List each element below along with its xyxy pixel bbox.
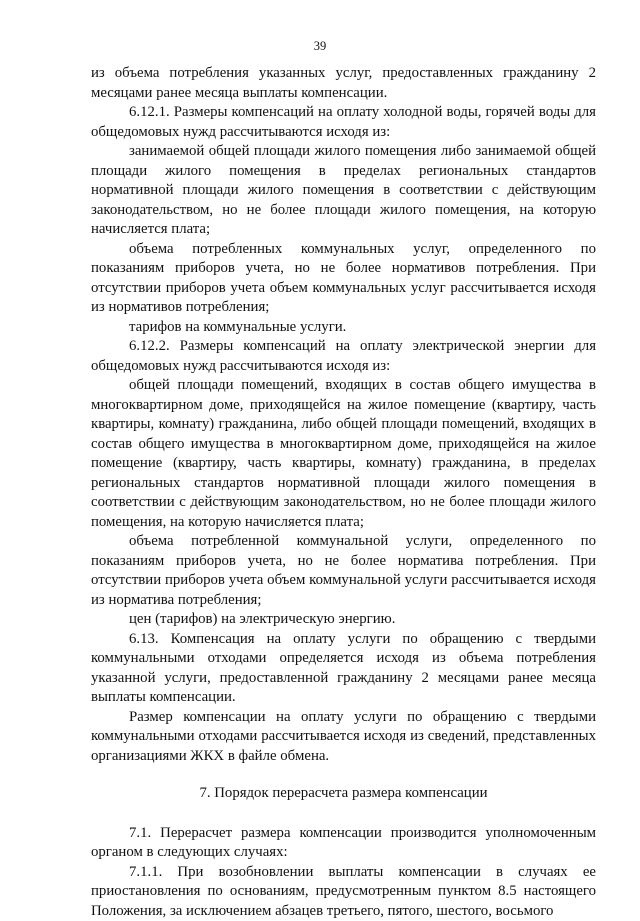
paragraph-electric-consumption: объема потребленной коммунальной услуги, определенного по показаниям приборов учета, но не более норматива потребления. При отсутствии приборов учета объем коммунальной услуги рассчитывается исходя из норматива потребления; (91, 532, 596, 610)
paragraph-continuation: из объема потребления указанных услуг, предоставленных гражданину 2 месяцами ранее месяца выплаты компенсации. (91, 64, 596, 103)
paragraph-6-12-2: 6.12.2. Размеры компенсаций на оплату электрической энергии для общедомовых нужд рассчитываются исходя из: (91, 337, 596, 376)
paragraph-tariffs: тарифов на коммунальные услуги. (91, 318, 596, 338)
page-number: 39 (0, 38, 640, 54)
section-heading: 7. Порядок перерасчета размера компенсации (91, 784, 596, 804)
paragraph-common-area: общей площади помещений, входящих в состав общего имущества в многоквартирном доме, приходящейся на жилое помещение (квартиру, часть квартиры, комнату) гражданина, либо общей площади помещений, входящих в состав общего имущества в многоквартирном доме, приходящейся на жилое помещение (квартиру, часть квартиры, комнату) гражданина, в пределах региональных стандартов нормативной площади жилого помещения в соответствии с действующим законодательством, но не более площади жилого помещения, на которую начисляется плата; (91, 376, 596, 532)
paragraph-7-1-1: 7.1.1. При возобновлении выплаты компенсации в случаях ее приостановления по основаниям, предусмотренным пунктом 8.5 настоящего Положения, за исключением абзацев третьего, пятого, шестого, восьмого (91, 863, 596, 921)
document-body (91, 64, 596, 921)
paragraph-6-12-1: 6.12.1. Размеры компенсаций на оплату холодной воды, горячей воды для общедомовых нужд рассчитываются исходя из: (91, 103, 596, 142)
paragraph-6-13: 6.13. Компенсация на оплату услуги по обращению с твердыми коммунальными отходами определяется исходя из объема потребления указанной услуги, предоставленной гражданину 2 месяцами ранее месяца выплаты компенсации. (91, 630, 596, 708)
paragraph-electric-prices: цен (тарифов) на электрическую энергию. (91, 610, 596, 630)
paragraph-occupied-area: занимаемой общей площади жилого помещения либо занимаемой общей площади жилого помещения в пределах региональных стандартов нормативной площади жилого помещения в соответствии с действующим законодательством, но не более площади жилого помещения, на которую начисляется плата; (91, 142, 596, 240)
paragraph-consumption-volume: объема потребленных коммунальных услуг, определенного по показаниям приборов учета, но не более нормативов потребления. При отсутствии приборов учета объем коммунальных услуг рассчитывается исходя из нормативов потребления; (91, 240, 596, 318)
paragraph-waste-amount: Размер компенсации на оплату услуги по обращению с твердыми коммунальными отходами рассчитывается исходя из сведений, представленных организациями ЖКХ в файле обмена. (91, 708, 596, 767)
paragraph-7-1: 7.1. Перерасчет размера компенсации производится уполномоченным органом в следующих случаях: (91, 824, 596, 863)
